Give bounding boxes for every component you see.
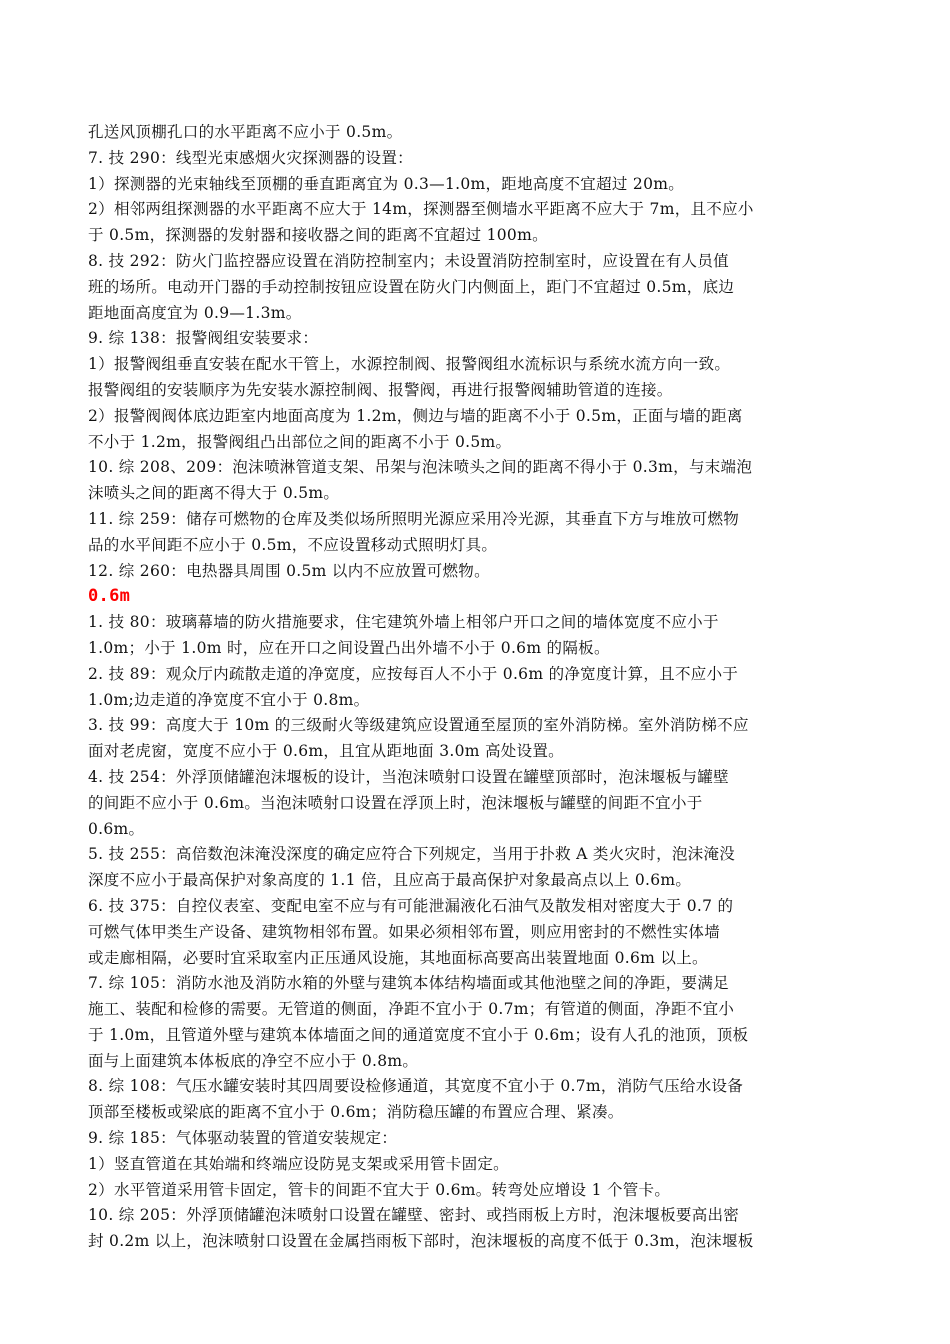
text-line: 9. 综 138：报警阀组安装要求：	[88, 329, 319, 348]
text-line: 8. 技 292：防火门监控器应设置在消防控制室内；未设置消防控制室时，应设置在有人员值	[88, 251, 729, 270]
text-block-after	[88, 610, 868, 1255]
text-line: 10. 综 208、209：泡沫喷淋管道支架、吊架与泡沫喷头之间的距离不得小于 0.3m，与末端泡	[88, 458, 753, 477]
text-line: 1.0m；小于 1.0m 时，应在开口之间设置凸出外墙不小于 0.6m 的隔板。	[88, 638, 610, 657]
text-line: 于 1.0m，且管道外壁与建筑本体墙面之间的通道宽度不宜小于 0.6m；设有人孔的池顶，顶板	[88, 1025, 749, 1044]
text-line: 1）探测器的光束轴线至顶棚的垂直距离宜为 0.3—1.0m，距地高度不宜超过 20m。	[88, 174, 685, 193]
section-heading: 0.6m	[88, 586, 131, 607]
text-line: 或走廊相隔，必要时宜采取室内正压通风设施，其地面标高要高出装置地面 0.6m 以上。	[88, 948, 708, 967]
text-line: 1.0m;边走道的净宽度不宜小于 0.8m。	[88, 690, 370, 709]
text-line: 2）报警阀阀体底边距室内地面高度为 1.2m，侧边与墙的距离不小于 0.5m，正面与墙的距离	[88, 406, 743, 425]
text-line: 封 0.2m 以上，泡沫喷射口设置在金属挡雨板下部时，泡沫堰板的高度不低于 0.3m，泡沫堰板	[88, 1232, 754, 1251]
text-line: 12. 综 260：电热器具周围 0.5m 以内不应放置可燃物。	[88, 561, 490, 580]
text-line: 于 0.5m，探测器的发射器和接收器之间的距离不宜超过 100m。	[88, 226, 548, 245]
text-line: 1）报警阀组垂直安装在配水干管上，水源控制阀、报警阀组水流标识与系统水流方向一致。	[88, 355, 731, 374]
text-line: 品的水平间距不应小于 0.5m，不应设置移动式照明灯具。	[88, 535, 498, 554]
text-line: 面与上面建筑本体板底的净空不应小于 0.8m。	[88, 1051, 419, 1070]
text-line: 7. 综 105：消防水池及消防水箱的外壁与建筑本体结构墙面或其他池壁之间的净距，要满足	[88, 974, 729, 993]
text-line: 8. 综 108：气压水罐安装时其四周要设检修通道，其宽度不宜小于 0.7m，消防气压给水设备	[88, 1077, 744, 1096]
text-line: 班的场所。电动开门器的手动控制按钮应设置在防火门内侧面上，距门不宜超过 0.5m，底边	[88, 277, 735, 296]
text-line: 施工、装配和检修的需要。无管道的侧面，净距不宜小于 0.7m；有管道的侧面，净距不宜小	[88, 1000, 735, 1019]
text-line: 面对老虎窗，宽度不应小于 0.6m，且宜从距地面 3.0m 高处设置。	[88, 742, 564, 761]
text-line: 2）水平管道采用管卡固定，管卡的间距不宜大于 0.6m。转弯处应增设 1 个管卡。	[88, 1180, 671, 1199]
text-line: 可燃气体甲类生产设备、建筑物相邻布置。如果必须相邻布置，则应用密封的不燃性实体墙	[88, 922, 721, 941]
text-line: 深度不应小于最高保护对象高度的 1.1 倍，且应高于最高保护对象最高点以上 0.6m。	[88, 871, 692, 890]
text-line: 5. 技 255：高倍数泡沫淹没深度的确定应符合下列规定，当用于扑救 A 类火灾时，泡沫淹没	[88, 845, 736, 864]
text-line: 6. 技 375：自控仪表室、变配电室不应与有可能泄漏液化石油气及散发相对密度大于 0.7 的	[88, 896, 734, 915]
text-block-before	[88, 120, 868, 584]
text-line: 沫喷头之间的距离不得大于 0.5m。	[88, 484, 340, 503]
text-line: 的间距不应小于 0.6m。当泡沫喷射口设置在浮顶上时，泡沫堰板与罐壁的间距不宜小于	[88, 793, 703, 812]
text-line: 9. 综 185：气体驱动装置的管道安装规定：	[88, 1129, 398, 1148]
document-page	[88, 120, 868, 1255]
text-line: 0.6m。	[88, 819, 145, 838]
text-line: 1. 技 80：玻璃幕墙的防火措施要求，住宅建筑外墙上相邻户开口之间的墙体宽度不应小于	[88, 613, 719, 632]
text-line: 距地面高度宜为 0.9—1.3m。	[88, 303, 302, 322]
text-line: 不小于 1.2m，报警阀组凸出部位之间的距离不小于 0.5m。	[88, 432, 512, 451]
text-line: 10. 综 205：外浮顶储罐泡沫喷射口设置在罐壁、密封、或挡雨板上方时，泡沫堰板要高出密	[88, 1206, 740, 1225]
text-line: 1）竖直管道在其始端和终端应设防晃支架或采用管卡固定。	[88, 1154, 509, 1173]
text-line: 7. 技 290：线型光束感烟火灾探测器的设置：	[88, 148, 413, 167]
text-line: 顶部至楼板或梁底的距离不宜小于 0.6m；消防稳压罐的布置应合理、紧凑。	[88, 1103, 624, 1122]
text-line: 2. 技 89：观众厅内疏散走道的净宽度，应按每百人不小于 0.6m 的净宽度计算，且不应小于	[88, 664, 739, 683]
text-line: 2）相邻两组探测器的水平距离不应大于 14m，探测器至侧墙水平距离不应大于 7m，且不应小	[88, 200, 754, 219]
text-line: 11. 综 259：储存可燃物的仓库及类似场所照明光源应采用冷光源，其垂直下方与堆放可燃物	[88, 509, 740, 528]
text-line: 4. 技 254：外浮顶储罐泡沫堰板的设计，当泡沫喷射口设置在罐壁顶部时，泡沫堰板与罐壁	[88, 767, 729, 786]
text-line: 孔送风顶棚孔口的水平距离不应小于 0.5m。	[88, 123, 403, 141]
text-line: 报警阀组的安装顺序为先安装水源控制阀、报警阀，再进行报警阀辅助管道的连接。	[88, 380, 673, 399]
text-line: 3. 技 99：高度大于 10m 的三级耐火等级建筑应设置通至屋顶的室外消防梯。室外消防梯不应	[88, 716, 749, 735]
